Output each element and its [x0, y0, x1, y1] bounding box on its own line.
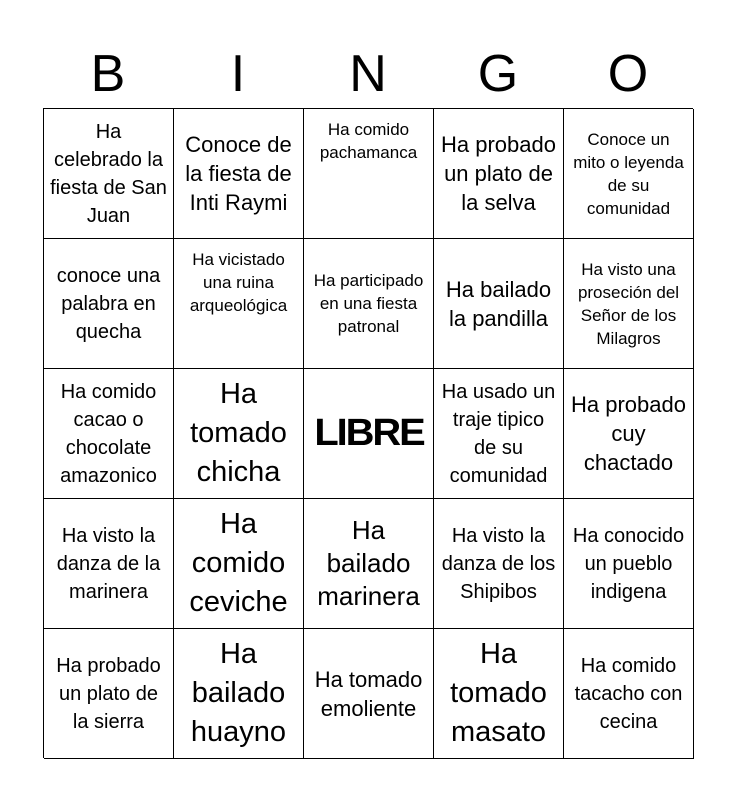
cell-text: Ha visto una proseción del Señor de los Milagros	[577, 259, 680, 348]
bingo-cell	[564, 629, 694, 759]
free-space-cell	[304, 369, 434, 499]
bingo-cell	[564, 499, 694, 629]
bingo-cell	[434, 369, 564, 499]
header-letter-b: B	[90, 45, 126, 103]
cell-text: Ha bailado marinera	[317, 515, 420, 611]
bingo-cell	[564, 239, 694, 369]
header-letter-g: G	[477, 45, 519, 103]
cell-text: Ha comido ceviche	[189, 508, 288, 618]
header-letter-i: I	[230, 45, 246, 103]
bingo-cell	[44, 629, 174, 759]
bingo-cell	[304, 629, 434, 759]
bingo-cell	[304, 499, 434, 629]
cell-text: Ha celebrado la fiesta de San Juan	[50, 120, 167, 227]
header-letter-o: O	[607, 45, 649, 103]
cell-text: Ha tomado emoliente	[314, 666, 423, 721]
header-letter-n: N	[349, 45, 387, 103]
cell-text: Ha participado en una fiesta patronal	[313, 271, 424, 336]
cell-text: Ha visto la danza de la marinera	[56, 524, 161, 603]
bingo-cell	[564, 369, 694, 499]
cell-text: Ha conocido un pueblo indigena	[572, 524, 685, 603]
cell-text: Ha bailado huayno	[190, 638, 287, 748]
bingo-cell	[174, 499, 304, 629]
bingo-cell	[564, 109, 694, 239]
cell-text: Ha vicistado una ruina arqueológica	[189, 250, 288, 315]
bingo-cell	[44, 369, 174, 499]
bingo-header	[43, 40, 693, 108]
bingo-cell	[304, 239, 434, 369]
bingo-cell	[434, 239, 564, 369]
cell-text: Ha tomado chicha	[190, 378, 287, 488]
bingo-cell	[44, 239, 174, 369]
bingo-cell	[434, 629, 564, 759]
cell-text: Ha comido tacacho con cecina	[574, 654, 683, 733]
cell-text: Ha tomado masato	[450, 638, 547, 748]
bingo-cell	[174, 239, 304, 369]
cell-text: Conoce de la fiesta de Inti Raymi	[185, 132, 292, 215]
bingo-cell	[44, 499, 174, 629]
cell-text: Ha probado un plato de la selva	[441, 132, 556, 215]
cell-text: Ha usado un traje tipico de su comunidad	[441, 380, 556, 487]
bingo-cell	[44, 109, 174, 239]
free-space-label: LIBRE	[313, 412, 424, 454]
cell-text: Ha visto la danza de los Shipibos	[441, 524, 556, 603]
cell-text: Ha probado un plato de la sierra	[56, 654, 161, 733]
bingo-grid	[43, 108, 693, 758]
cell-text: Ha probado cuy chactado	[571, 392, 686, 475]
bingo-cell	[174, 629, 304, 759]
bingo-cell	[174, 369, 304, 499]
cell-text: Ha comido cacao o chocolate amazonico	[60, 380, 157, 487]
cell-text: Ha comido pachamanca	[319, 120, 418, 162]
cell-text: Ha bailado la pandilla	[445, 276, 552, 331]
cell-text: Conoce un mito o leyenda de su comunidad	[573, 129, 684, 218]
bingo-cell	[434, 109, 564, 239]
bingo-cell	[304, 109, 434, 239]
cell-text: conoce una palabra en quecha	[56, 264, 161, 343]
bingo-cell	[174, 109, 304, 239]
bingo-cell	[434, 499, 564, 629]
